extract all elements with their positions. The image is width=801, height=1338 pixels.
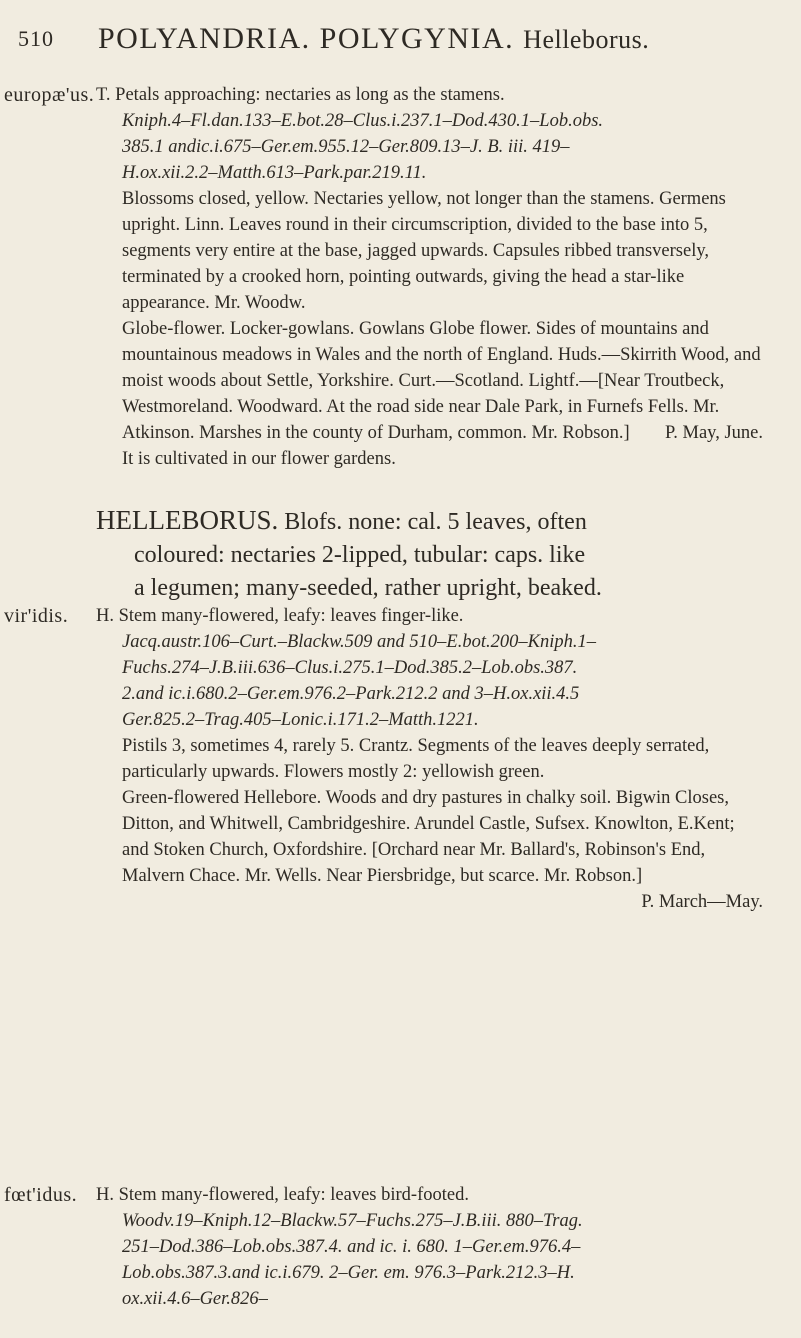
reference-line: Fuchs.274–J.B.iii.636–Clus.i.275.1–Dod.385.2–Lob.obs.387.	[122, 658, 578, 678]
genus-line-3: a legumen; many-seeded, rather upright, beaked.	[134, 575, 602, 601]
habitat-text: Globe-flower. Locker-gowlans. Gowlans Globe flower. Sides of mountains and mountainous meadows in Wales and the north of England. Huds.—Skirrith Wood, and moist woods about Settle, Yorkshire. Curt.—Scotland. Lightf.—[Near Troutbeck, Westmoreland. Woodward. At the road side near Dale Park, in Furnefs Fells. Mr. Atkinson. Marshes in the county of Durham, common. Mr. Robson.]	[122, 319, 761, 443]
genus-description	[96, 504, 763, 605]
genus-text-1: Blofs. none: cal. 5 leaves, often	[284, 509, 587, 535]
reference-line: H.ox.xii.2.2–Matth.613–Park.par.219.11.	[122, 163, 427, 183]
reference-line: 2.and ic.i.680.2–Ger.em.976.2–Park.212.2 and 3–H.ox.xii.4.5	[122, 684, 580, 704]
entry-foetidus	[96, 1182, 763, 1312]
running-class: POLYANDRIA. POLYGYNIA.	[98, 22, 515, 55]
genus-name: HELLEBORUS.	[96, 505, 279, 535]
genus-line-1	[96, 504, 763, 539]
entry-habitat	[96, 785, 763, 912]
entry-diagnosis: H. Stem many-flowered, leafy: leaves finger-like.	[96, 606, 464, 626]
reference-line: Lob.obs.387.3.and ic.i.679. 2–Ger. em. 976.3–Park.212.3–H.	[122, 1263, 575, 1283]
habitat-text: Green-flowered Hellebore. Woods and dry pastures in chalky soil. Bigwin Closes, Ditton, and Whitwell, Cambridgeshire. Arundel Castle, Sufsex. Knowlton, E.Kent; and Stoken Church, Oxfordshire. [Orchard near Mr. Ballard's, Robinson's End, Malvern Chace. Mr. Wells. Near Piersbridge, but scarce. Mr. Robson.]	[122, 788, 735, 886]
entry-note: It is cultivated in our flower gardens.	[122, 449, 396, 469]
entry-description: Blossoms closed, yellow. Nectaries yellow, not longer than the stamens. Germens upright. Linn. Leaves round in their circumscription, divided to the base into 5, segments very entire at the base, jagged upwards. Capsules ribbed transversely, terminated by a crooked horn, pointing outwards, giving the head a star-like appearance. Mr. Woodw.	[122, 189, 726, 313]
genus-line-2: coloured: nectaries 2-lipped, tubular: caps. like	[134, 542, 586, 568]
reference-line: Woodv.19–Kniph.12–Blackw.57–Fuchs.275–J.B.iii. 880–Trag.	[122, 1211, 583, 1231]
running-title	[98, 22, 649, 56]
entry-description: Pistils 3, sometimes 4, rarely 5. Crantz. Segments of the leaves deeply serrated, particularly upwards. Flowers mostly 2: yellowish green.	[122, 736, 710, 782]
species-label-viridis: vir'idis.	[4, 605, 69, 627]
species-label-foetidus: fœt'idus.	[4, 1184, 78, 1206]
reference-line: Kniph.4–Fl.dan.133–E.bot.28–Clus.i.237.1–Dod.430.1–Lob.obs.	[122, 111, 604, 131]
flowering-time: P. March—May.	[641, 892, 763, 912]
reference-line: 385.1 andic.i.675–Ger.em.955.12–Ger.809.13–J. B. iii. 419–	[122, 137, 570, 157]
page-number: 510	[18, 26, 54, 51]
flowering-time: P. May, June.	[665, 423, 763, 443]
entry-habitat	[96, 316, 763, 446]
reference-line: 251–Dod.386–Lob.obs.387.4. and ic. i. 680. 1–Ger.em.976.4–	[122, 1237, 581, 1257]
reference-line: Ger.825.2–Trag.405–Lonic.i.171.2–Matth.1221.	[122, 710, 479, 730]
species-label-europaeus: europæ'us.	[4, 84, 95, 106]
entry-diagnosis: T. Petals approaching: nectaries as long as the stamens.	[96, 85, 505, 105]
entry-europaeus	[96, 82, 763, 472]
entry-viridis	[96, 603, 763, 915]
reference-line: ox.xii.4.6–Ger.826–	[122, 1289, 268, 1309]
entry-diagnosis: H. Stem many-flowered, leafy: leaves bird-footed.	[96, 1185, 469, 1205]
page-header	[18, 20, 781, 60]
reference-line: Jacq.austr.106–Curt.–Blackw.509 and 510–E.bot.200–Kniph.1–	[122, 632, 596, 652]
running-genus: Helleborus.	[523, 25, 650, 54]
